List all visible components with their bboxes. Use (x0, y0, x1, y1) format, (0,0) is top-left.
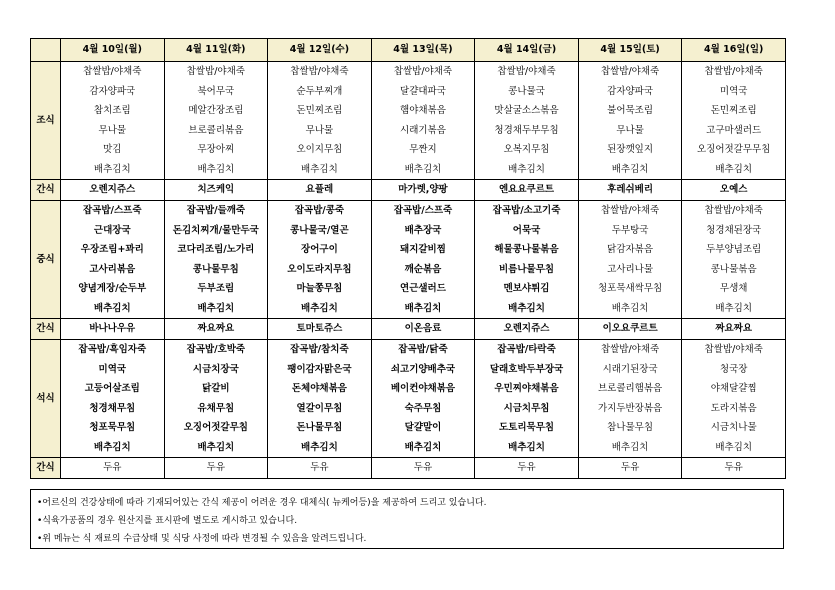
menu-item: 고사리볶음 (89, 263, 136, 275)
day-header-row (31, 39, 786, 62)
snack-cell: 후레쉬베리 (578, 180, 682, 201)
snack-cell: 바나나우유 (61, 319, 165, 340)
menu-item: 찹쌀밥/야채죽 (600, 344, 660, 355)
menu-item: 배추김치 (93, 163, 131, 175)
menu-item: 무장아찌 (197, 144, 235, 155)
menu-item: 우장조림+꽈리 (80, 244, 144, 255)
menu-item: 야채달걀찜 (710, 383, 757, 394)
menu-item: 우민찌야채볶음 (494, 383, 559, 394)
lunch-row (31, 201, 786, 319)
menu-item: 무나물 (305, 124, 334, 136)
breakfast-row (31, 62, 786, 180)
breakfast-cell (268, 62, 372, 180)
menu-item: 감자양파국 (607, 85, 654, 97)
dinner-cell (371, 340, 475, 458)
menu-item: 배추김치 (93, 441, 131, 453)
menu-item: 배추장국 (404, 224, 442, 236)
menu-item: 시금치장국 (192, 363, 239, 375)
menu-item: 팽이감자맑은국 (287, 363, 352, 375)
snack-cell: 두유 (475, 458, 579, 479)
day-header: 4월 14일(금) (475, 39, 579, 62)
snack-cell: 마가렛,양팡 (371, 180, 475, 201)
menu-item: 청포묵무침 (89, 422, 136, 433)
menu-item: 도라지볶음 (710, 402, 757, 414)
menu-item: 배추김치 (508, 441, 545, 453)
menu-item: 무나물 (616, 124, 644, 136)
snack-cell: 짜요짜요 (164, 319, 268, 340)
lunch-label: 중식 (31, 201, 61, 319)
menu-item: 콩나물국/열곤 (290, 224, 349, 236)
menu-item: 무짠지 (409, 144, 437, 155)
menu-item: 가지두반장볶음 (597, 402, 663, 414)
snack-cell: 치즈케익 (164, 180, 268, 201)
menu-item: 배추김치 (197, 163, 235, 175)
snack-cell: 두유 (682, 458, 786, 479)
menu-item: 미역국 (719, 85, 748, 97)
menu-item: 시금치무침 (503, 402, 550, 414)
snack-label: 간식 (31, 319, 61, 340)
snack-cell: 엔요요쿠르트 (475, 180, 579, 201)
snack-cell: 오렌지쥬스 (61, 180, 165, 201)
snack-cell: 두유 (268, 458, 372, 479)
lunch-cell (164, 201, 268, 319)
notes-box (30, 489, 784, 549)
dinner-cell (61, 340, 165, 458)
menu-item: 오징어젓갈무무침 (696, 144, 771, 155)
note-line: •어르신의 건강상태에 따라 기재되어있는 간식 제공이 어려운 경우 대체식( 뉴케어등)을 제공하여 드리고 있습니다. (37, 498, 487, 508)
note-line: •식육가공품의 경우 원산지를 표시판에 별도로 게시하고 있습니다. (37, 516, 298, 526)
menu-item: 배추김치 (301, 163, 338, 175)
snack1-row (31, 180, 786, 201)
menu-item: 된장깻잎지 (607, 144, 654, 155)
menu-item: 돈나물무침 (296, 422, 343, 433)
menu-item: 쇠고기양배추국 (390, 363, 456, 375)
menu-item: 돈민찌조림 (296, 105, 343, 116)
snack-label: 간식 (31, 180, 61, 201)
lunch-cell (268, 201, 372, 319)
menu-item: 배추김치 (611, 441, 649, 453)
lunch-cell (61, 201, 165, 319)
menu-item: 배추김치 (715, 302, 753, 314)
menu-item: 시래기볶음 (400, 124, 446, 136)
lunch-cell (475, 201, 579, 319)
snack2-row (31, 319, 786, 340)
menu-item: 오복지무침 (503, 144, 550, 155)
snack-cell: 두유 (164, 458, 268, 479)
menu-item: 잡곡밥/스프죽 (83, 205, 142, 216)
snack-cell: 오예스 (682, 180, 786, 201)
menu-item: 청국장 (719, 363, 748, 375)
note-line: •위 메뉴는 식 재료의 수급상태 및 식당 사정에 따라 변경될 수 있음을 알려드립니다. (37, 534, 367, 544)
menu-item: 달걀말이 (404, 422, 442, 433)
menu-item: 연근샐러드 (400, 283, 446, 294)
snack-cell: 토마토쥬스 (268, 319, 372, 340)
breakfast-cell (164, 62, 268, 180)
weekly-menu-table (30, 38, 786, 479)
menu-item: 청포묵새싹무침 (597, 283, 663, 294)
menu-item: 찹쌀밥/야채죽 (704, 344, 763, 355)
menu-item: 멘보샤튀김 (503, 283, 550, 294)
menu-item: 배추김치 (404, 302, 442, 314)
menu-item: 찹쌀밥/야채죽 (704, 66, 763, 77)
menu-item: 배추김치 (508, 302, 545, 314)
menu-item: 배추김치 (508, 163, 545, 175)
dinner-cell (682, 340, 786, 458)
snack-cell: 이온음료 (371, 319, 475, 340)
dinner-cell (164, 340, 268, 458)
menu-item: 고사리나물 (607, 263, 654, 275)
menu-item: 깨순볶음 (404, 263, 442, 275)
dinner-cell (475, 340, 579, 458)
snack-cell: 이오요쿠르트 (578, 319, 682, 340)
menu-item: 브로콜리볶음 (188, 124, 244, 136)
menu-item: 두부탕국 (611, 224, 649, 236)
menu-item: 양념게장/순두부 (78, 283, 147, 294)
menu-item: 유채무침 (197, 402, 235, 414)
menu-item: 열갈이무침 (296, 402, 343, 414)
menu-item: 브로콜리햄볶음 (597, 383, 663, 394)
dinner-label: 석식 (31, 340, 61, 458)
menu-item: 닭감자볶음 (607, 244, 654, 255)
menu-item: 배추김치 (301, 441, 338, 453)
dinner-cell (268, 340, 372, 458)
menu-item: 코다리조림/노가리 (177, 244, 255, 255)
menu-item: 오이도라지무침 (287, 263, 352, 275)
menu-item: 찹쌀밥/야채죽 (290, 66, 349, 77)
menu-item: 찹쌀밥/야채죽 (497, 66, 556, 77)
menu-item: 도토리묵무침 (499, 422, 555, 433)
menu-item: 맛살굴소스볶음 (494, 105, 559, 116)
breakfast-cell (475, 62, 579, 180)
menu-item: 오징어젓갈무침 (183, 422, 248, 433)
snack-cell: 요플레 (268, 180, 372, 201)
menu-item: 돈민찌조림 (710, 105, 757, 116)
day-header: 4월 13일(목) (371, 39, 475, 62)
snack3-row (31, 458, 786, 479)
menu-item: 배추김치 (715, 441, 753, 453)
menu-item: 메알간장조림 (188, 105, 244, 116)
snack-label: 간식 (31, 458, 61, 479)
breakfast-label: 조식 (31, 62, 61, 180)
dinner-cell (578, 340, 682, 458)
menu-item: 콩나물국 (508, 85, 545, 97)
menu-item: 맛김 (103, 144, 122, 155)
menu-item: 시래기된장국 (602, 363, 658, 375)
breakfast-cell (578, 62, 682, 180)
lunch-cell (371, 201, 475, 319)
menu-item: 잡곡밥/닭죽 (398, 344, 448, 355)
menu-item: 마늘쫑무침 (296, 283, 343, 294)
menu-item: 잡곡밥/타락죽 (497, 344, 556, 355)
menu-item: 배추김치 (611, 163, 649, 175)
menu-item: 달걀대파국 (400, 85, 446, 97)
menu-item: 찹쌀밥/야채죽 (600, 205, 660, 216)
day-header: 4월 11일(화) (164, 39, 268, 62)
menu-item: 잡곡밥/소고기죽 (492, 205, 561, 216)
breakfast-cell (682, 62, 786, 180)
menu-item: 해물콩나물볶음 (494, 244, 559, 255)
menu-item: 어묵국 (512, 224, 541, 236)
menu-item: 햄야채볶음 (400, 105, 446, 116)
menu-item: 청경채무침 (89, 402, 136, 414)
menu-item: 잡곡밥/호박죽 (186, 344, 246, 355)
menu-item: 청경채된장국 (706, 224, 762, 236)
day-header: 4월 16일(일) (682, 39, 786, 62)
menu-item: 콩나물무침 (192, 263, 239, 275)
menu-item: 미역국 (98, 363, 127, 375)
menu-item: 찹쌀밥/야채죽 (186, 66, 245, 77)
menu-item: 베이컨야채볶음 (390, 383, 456, 394)
menu-item: 배추김치 (197, 302, 235, 314)
menu-item: 무나물 (98, 124, 127, 136)
menu-item: 장어구이 (301, 244, 338, 255)
menu-item: 배추김치 (93, 302, 131, 314)
menu-item: 북어무국 (197, 85, 235, 97)
menu-item: 두부양념조림 (706, 244, 762, 255)
menu-item: 참치조림 (93, 105, 131, 116)
snack-cell: 두유 (61, 458, 165, 479)
menu-item: 배추김치 (611, 302, 649, 314)
day-header: 4월 10일(월) (61, 39, 165, 62)
menu-item: 돈체야채볶음 (291, 383, 347, 394)
menu-item: 잡곡밥/스프죽 (393, 205, 453, 216)
lunch-cell (682, 201, 786, 319)
menu-item: 잡곡밥/흑임자죽 (78, 344, 147, 355)
day-header: 4월 15일(토) (578, 39, 682, 62)
menu-item: 달래호박두부장국 (489, 363, 564, 375)
breakfast-cell (371, 62, 475, 180)
menu-item: 찹쌀밥/야채죽 (704, 205, 763, 216)
snack-cell: 오렌지쥬스 (475, 319, 579, 340)
corner-cell (31, 39, 61, 62)
menu-item: 시금치나물 (710, 422, 757, 433)
menu-item: 잡곡밥/콩죽 (294, 205, 345, 216)
menu-item: 찹쌀밥/야채죽 (393, 66, 453, 77)
menu-item: 근대장국 (93, 224, 131, 236)
snack-cell: 짜요짜요 (682, 319, 786, 340)
menu-item: 참나물무침 (607, 422, 654, 433)
menu-item: 배추김치 (197, 441, 235, 453)
menu-item: 숙주무침 (404, 402, 442, 414)
day-header: 4월 12일(수) (268, 39, 372, 62)
snack-cell: 두유 (371, 458, 475, 479)
menu-item: 콩나물볶음 (710, 263, 757, 275)
dinner-row (31, 340, 786, 458)
menu-item: 불어묵조림 (607, 105, 654, 116)
menu-item: 두부조림 (197, 283, 235, 294)
menu-item: 고구마샐러드 (706, 124, 762, 136)
menu-item: 청경채두부무침 (494, 124, 559, 136)
lunch-cell (578, 201, 682, 319)
menu-item: 닭갈비 (202, 383, 230, 394)
menu-item: 돈김치찌개/물만두국 (172, 224, 259, 236)
breakfast-cell (61, 62, 165, 180)
menu-item: 잡곡밥/들깨죽 (186, 205, 246, 216)
menu-item: 잡곡밥/참치죽 (290, 344, 349, 355)
menu-item: 비름나물무침 (499, 263, 555, 275)
snack-cell: 두유 (578, 458, 682, 479)
menu-item: 찹쌀밥/야채죽 (600, 66, 660, 77)
menu-item: 순두부찌개 (296, 85, 343, 97)
menu-item: 무생채 (719, 283, 748, 294)
menu-item: 찹쌀밥/야채죽 (83, 66, 142, 77)
menu-item: 배추김치 (715, 163, 753, 175)
menu-item: 돼지갈비찜 (400, 244, 446, 255)
menu-item: 고등어살조림 (84, 383, 140, 394)
menu-item: 배추김치 (301, 302, 338, 314)
menu-item: 배추김치 (404, 163, 442, 175)
menu-item: 감자양파국 (89, 85, 136, 97)
menu-item: 오이지무침 (296, 144, 343, 155)
menu-item: 배추김치 (404, 441, 442, 453)
